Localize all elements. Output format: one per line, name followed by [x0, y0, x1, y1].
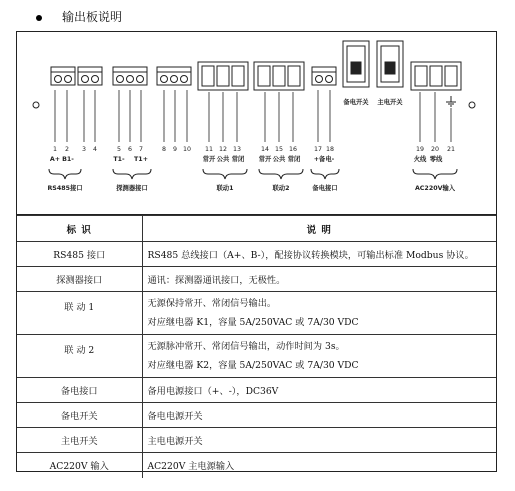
row-label: 联 动 1 — [17, 292, 142, 335]
pin-label-t1-minus: T1- — [113, 156, 125, 163]
pin-label-backup-polarity: +备电- — [313, 156, 335, 163]
row-label: 备电开关 — [17, 403, 142, 428]
row-description-line: 无源保持常开、常闭信号输出。 — [147, 297, 277, 309]
terminal-8-10-block-icon — [157, 67, 191, 85]
ac220v-brace — [413, 169, 457, 179]
pin-label-t1-plus: T1+ — [134, 156, 148, 163]
group-label-relay1: 联动1 — [216, 185, 234, 192]
row-description-line: 对应继电器 K2，容量 5A/250VAC 或 7A/30 VDC — [147, 359, 359, 371]
pin-number: 5 — [116, 146, 122, 153]
pin-number: 19 — [415, 146, 425, 153]
table-row — [17, 403, 496, 428]
row-description-line: 无源脉冲常开、常闭信号输出，动作时间为 3s。 — [147, 340, 345, 352]
pin-label-relay2-com: 公共 — [272, 156, 286, 163]
rs485-terminal-block-icon — [51, 67, 75, 85]
row-description — [142, 292, 496, 335]
header-label: 标 识 — [17, 216, 142, 242]
ac220v-terminal-block-icon — [411, 62, 461, 90]
pin-numbers — [53, 146, 455, 153]
pin-number: 11 — [204, 146, 214, 153]
row-description: 备用电源接口（+、-），DC36V — [142, 378, 496, 403]
row-description: 备电电源开关 — [142, 403, 496, 428]
rs485-brace — [49, 169, 81, 179]
detector-brace — [113, 169, 151, 179]
terminal-diagram — [17, 32, 496, 215]
pin-number: 13 — [232, 146, 242, 153]
pin-number: 16 — [288, 146, 298, 153]
pin-label-neutral: 零线 — [429, 156, 443, 163]
pin-number: 9 — [172, 146, 178, 153]
row-description: AC220V 主电源输入 — [142, 453, 496, 478]
group-label-detector: 探测器接口 — [116, 185, 148, 192]
pin-number: 4 — [92, 146, 98, 153]
row-description — [142, 335, 496, 378]
pin-number: 20 — [430, 146, 440, 153]
pin-label-live: 火线 — [413, 156, 427, 163]
terminal-diagram-svg — [17, 32, 496, 215]
pin-label-relay1-com: 公共 — [216, 156, 230, 163]
row-description-line: 对应继电器 K1，容量 5A/250VAC 或 7A/30 VDC — [147, 316, 359, 328]
main-switch-label: 主电开关 — [377, 99, 403, 106]
group-label-ac220v: AC220V输入 — [414, 185, 456, 192]
output-board-frame — [16, 31, 497, 472]
pin-function-labels — [50, 154, 443, 163]
terminal-3-4-block-icon — [78, 67, 102, 85]
relay1-terminal-block-icon — [198, 62, 248, 90]
pin-label-relay2-nc: 常闭 — [287, 156, 301, 163]
table-row — [17, 378, 496, 403]
backup-power-terminal-block-icon — [312, 67, 336, 85]
row-label: 联 动 2 — [17, 335, 142, 378]
pin-number: 14 — [260, 146, 270, 153]
table-header-row — [17, 216, 496, 242]
row-label: 主电开关 — [17, 428, 142, 453]
section-heading — [36, 8, 122, 26]
row-label: AC220V 输入 — [17, 453, 142, 478]
table-row — [17, 292, 496, 335]
relay1-brace — [203, 169, 247, 179]
pin-label-relay1-no: 常开 — [202, 156, 216, 163]
group-label-rs485: RS485接口 — [47, 185, 83, 192]
row-description: 主电电源开关 — [142, 428, 496, 453]
table-row — [17, 242, 496, 267]
table-row — [17, 428, 496, 453]
table-row — [17, 453, 496, 478]
pin-leads — [55, 90, 451, 142]
group-label-backup-power: 备电接口 — [312, 185, 338, 192]
backup-switch-icon — [343, 41, 369, 87]
pin-label-relay1-nc: 常闭 — [231, 156, 245, 163]
row-label: 探测器接口 — [17, 267, 142, 292]
row-description: 通讯：探测器通讯接口，无极性。 — [142, 267, 496, 292]
group-label-relay2: 联动2 — [272, 185, 290, 192]
mount-hole-right-icon — [469, 102, 475, 108]
row-description: RS485 总线接口（A+、B-），配接协议转换模块，可输出标准 Modbus 协议。 — [142, 242, 496, 267]
pin-label-a-plus: A+ — [49, 156, 61, 163]
pin-number: 21 — [446, 146, 456, 153]
mount-hole-left-icon — [33, 102, 39, 108]
row-label: RS485 接口 — [17, 242, 142, 267]
pin-number: 15 — [274, 146, 284, 153]
interface-description-table — [17, 215, 496, 478]
pin-number: 17 — [313, 146, 323, 153]
section-heading-text: 输出板说明 — [62, 10, 123, 24]
relay2-brace — [259, 169, 303, 179]
pin-number: 3 — [81, 146, 87, 153]
pin-number: 7 — [138, 146, 144, 153]
header-description: 说 明 — [142, 216, 496, 242]
pin-number: 1 — [52, 146, 58, 153]
backup-power-brace — [311, 169, 339, 179]
bullet-icon — [36, 15, 42, 21]
main-switch-icon — [377, 41, 403, 87]
pin-number: 6 — [127, 146, 133, 153]
relay2-terminal-block-icon — [254, 62, 304, 90]
pin-number: 2 — [64, 146, 70, 153]
table-row — [17, 267, 496, 292]
pin-number: 18 — [325, 146, 335, 153]
pin-number: 12 — [218, 146, 228, 153]
pin-number: 10 — [182, 146, 192, 153]
backup-switch-label: 备电开关 — [343, 99, 369, 106]
table-row — [17, 335, 496, 378]
pin-label-b-minus: B1- — [62, 156, 74, 163]
detector-terminal-block-icon — [113, 67, 147, 85]
group-labels — [47, 183, 455, 192]
row-label: 备电接口 — [17, 378, 142, 403]
pin-number: 8 — [161, 146, 167, 153]
ground-icon — [446, 96, 456, 106]
pin-label-relay2-no: 常开 — [258, 156, 272, 163]
